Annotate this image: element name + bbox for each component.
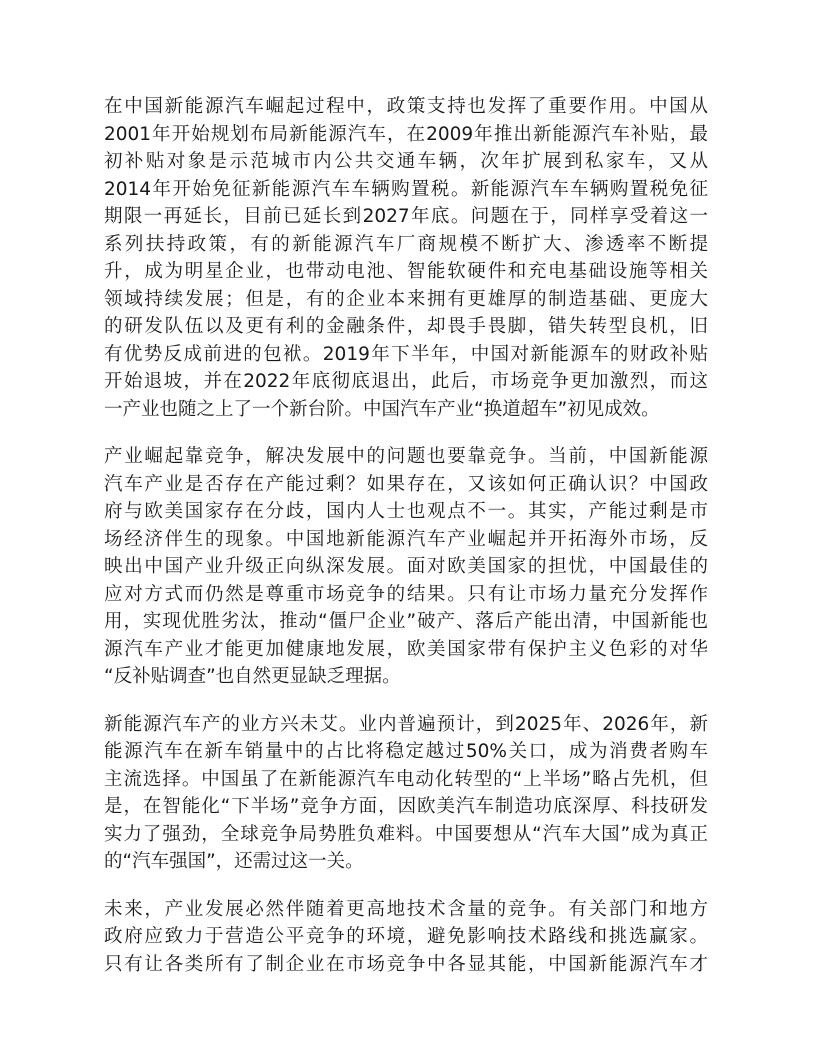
text-line: 是，在智能化“下半场”竞争方面，因欧美汽车制造功底深厚、科技研发 — [104, 796, 708, 817]
body-paragraph-2 — [104, 443, 708, 691]
text-line: 场经济伴生的现象。中国地新能源汽车产业崛起并开拓海外市场，反 — [104, 528, 708, 550]
text-line: 系列扶持政策，有的新能源汽车厂商规模不断扩大、渗透率不断提 — [104, 233, 708, 255]
text-line: 初补贴对象是示范城市内公共交通车辆，次年扩展到私家车，又从 — [104, 151, 708, 172]
text-line: 用，实现优胜劣汰，推动“僵尸企业”破产、落后产能出清，中国新能也 — [104, 611, 708, 632]
text-line: 在中国新能源汽车崛起过程中，政策支持也发挥了重要作用。中国从 — [104, 96, 708, 117]
body-paragraph-1 — [104, 93, 708, 423]
text-line: 只有让各类所有了制企业在市场竞争中各显其能，中国新能源汽车才 — [104, 953, 708, 975]
text-line: 未来，产业发展必然伴随着更高地技术含量的竞争。有关部门和地方 — [104, 898, 708, 920]
text-line: 汽车产业是否存在产能过剩？如果存在，又该如何正确认识？中国政 — [104, 473, 708, 495]
text-line: 2001年开始规划布局新能源汽车，在2009年推出新能源汽车补贴，最 — [104, 123, 708, 145]
text-line: 的“汽车强国”，还需过这一关。 — [104, 851, 364, 872]
text-line: 领域持续发展；但是，有的企业本来拥有更雄厚的制造基础、更庞大 — [104, 288, 708, 310]
text-line: 实力了强劲，全球竞争局势胜负难料。中国要想从“汽车大国”成为真正 — [104, 823, 708, 845]
text-line: 一产业也随之上了一个新台阶。中国汽车产业“换道超车”初见成效。 — [104, 398, 660, 420]
body-paragraph-4 — [104, 896, 708, 979]
text-line: 映出中国产业升级正向纵深发展。面对欧美国家的担忧，中国最佳的 — [104, 556, 708, 577]
text-line: “反补贴调查”也自然更显缺乏理据。 — [104, 666, 401, 687]
text-line: 应对方式而仍然是尊重市场竞争的结果。只有让市场力量充分发挥作 — [104, 583, 708, 605]
body-paragraph-3 — [104, 711, 708, 876]
text-line: 源汽车产业才能更加健康地发展，欧美国家带有保护主义色彩的对华 — [104, 638, 708, 660]
text-line: 的研发队伍以及更有利的金融条件，却畏手畏脚，错失转型良机，旧 — [104, 316, 708, 337]
text-line: 开始退坡，并在2022年底彻底退出，此后，市场竞争更加激烈，而这 — [104, 371, 708, 392]
text-line: 期限一再延长，目前已延长到2027年底。问题在于，同样享受着这一 — [104, 206, 708, 227]
text-line: 能源汽车在新车销量中的占比将稳定越过50%关口，成为消费者购车 — [104, 741, 708, 762]
text-line: 政府应致力于营造公平竞争的环境，避免影响技术路线和挑选赢家。 — [104, 926, 708, 947]
text-line: 升，成为明星企业，也带动电池、智能软硬件和充电基础设施等相关 — [104, 261, 708, 282]
text-line: 2014年开始免征新能源汽车车辆购置税。新能源汽车车辆购置税免征 — [104, 178, 708, 200]
text-line: 有优势反成前进的包袱。2019年下半年，中国对新能源车的财政补贴 — [104, 343, 708, 365]
text-line: 新能源汽车产的业方兴未艾。业内普遍预计，到2025年、2026年，新 — [104, 713, 708, 735]
text-line: 产业崛起靠竞争，解决发展中的问题也要靠竞争。当前，中国新能源 — [104, 446, 708, 467]
document-body — [104, 93, 708, 998]
text-line: 府与欧美国家存在分歧，国内人士也观点不一。其实，产能过剩是市 — [104, 501, 708, 522]
text-line: 主流选择。中国虽了在新能源汽车电动化转型的“上半场”略占先机，但 — [104, 768, 708, 790]
